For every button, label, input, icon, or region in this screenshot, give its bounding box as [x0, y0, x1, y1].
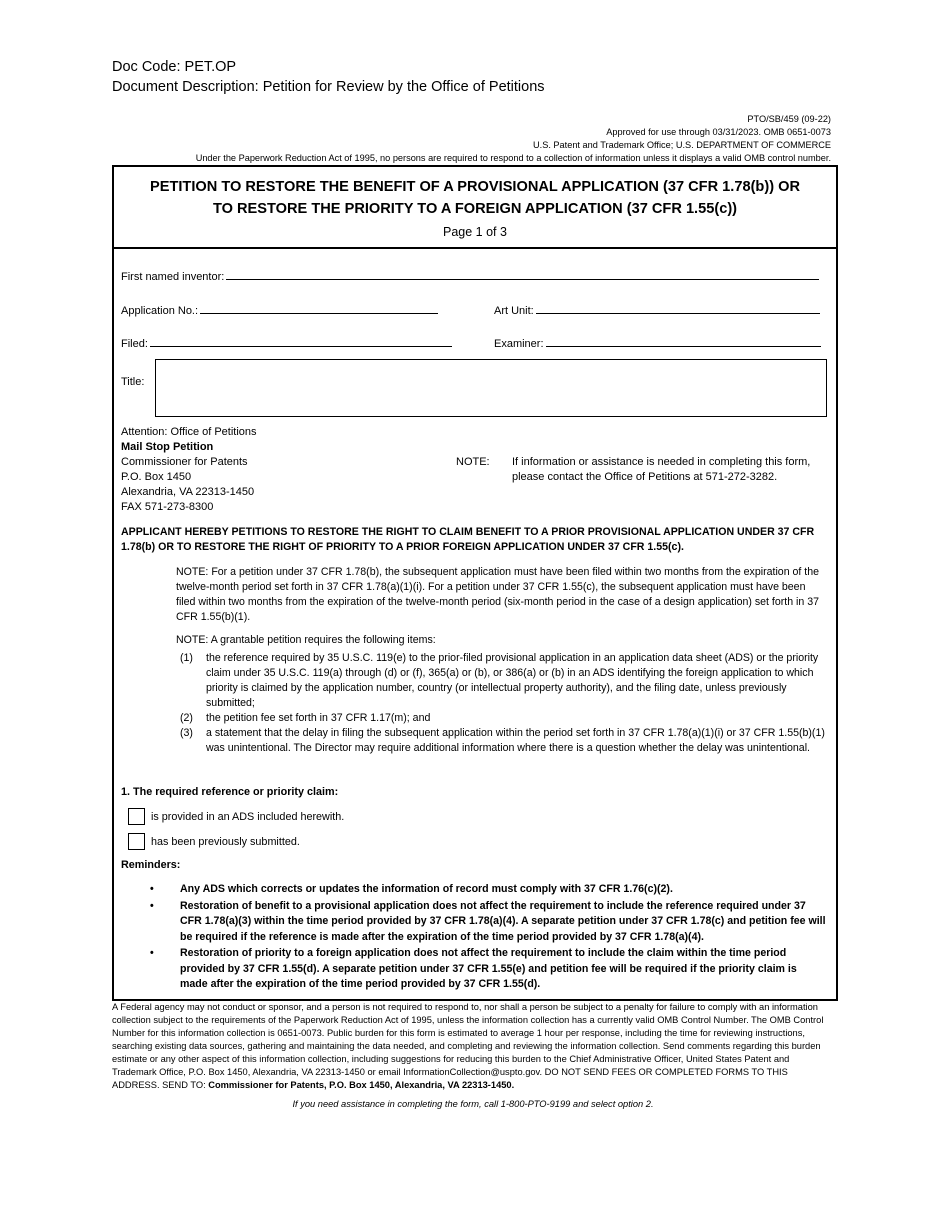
doc-description: Document Description: Petition for Review by the Office of Petitions — [112, 79, 545, 95]
form-title-line-1: PETITION TO RESTORE THE BENEFIT OF A PROVISIONAL APPLICATION (37 CFR 1.78(b)) OR — [149, 179, 801, 195]
list-item — [180, 711, 830, 726]
list-item — [150, 946, 826, 993]
application-no-row — [121, 302, 438, 318]
title-input[interactable] — [155, 359, 827, 417]
page-number: Page 1 of 3 — [443, 225, 507, 239]
item-number: (2) — [180, 712, 193, 724]
first-inventor-row — [121, 268, 819, 284]
agency: U.S. Patent and Trademark Office; U.S. DEPARTMENT OF COMMERCE — [533, 140, 831, 150]
burden-statement — [112, 1001, 834, 1092]
assistance-note: If you need assistance in completing the form, call 1-800-PTO-9199 and select option 2. — [292, 1099, 654, 1109]
previously-submitted-label: has been previously submitted. — [151, 835, 300, 848]
reminders-heading: Reminders: — [121, 859, 181, 871]
note-filing-period: NOTE: For a petition under 37 CFR 1.78(b), the subsequent application must have been filed within two months from the expiration of the twelve-month period set forth in 37 CFR 1.78(a)(1)(i). For a petition under 37 CFR 1.55(c), the subsequent application must have been filed within two months from the expiration of the twelve-month period (six-month period in the case of a design application) set forth in 37 CFR 1.55(b)(1). — [176, 566, 820, 623]
list-item — [150, 882, 826, 898]
omb-notice — [196, 113, 831, 165]
option-previous-row — [128, 833, 300, 850]
burden-text: A Federal agency may not conduct or sponsor, and a person is not required to respond to, nor shall a person be subject to a penalty for failure to comply with an information collection subject to the requirements of the Paperwork Reduction Act of 1995, unless the information collection has a currently valid OMB Control Number. The OMB Control Number for this information collection is 0651-0073. Public burden for this form is estimated to average 1 hour per response, including the time for reviewing instructions, searching existing data sources, gathering and maintaining the data needed, and completing and reviewing the information collection. Send comments regarding this burden estimate or any other aspect of this information collection, including suggestions for reducing this burden to the Chief Administrative Officer, United States Patent and Trademark Office, P.O. Box 1450, Alexandria, VA 22313-1450 or email InformationCollection@uspto.gov. DO NOT SEND FEES OR COMPLETED FORMS TO THIS ADDRESS. SEND TO: — [112, 1002, 824, 1090]
section-1-heading: 1. The required reference or priority claim: — [121, 786, 339, 798]
list-item — [180, 726, 830, 756]
mailing-address — [121, 425, 257, 515]
bullet-icon: • — [150, 899, 154, 912]
art-unit-row — [494, 302, 820, 318]
note-text: If information or assistance is needed in completing this form, please contact the Office of Petitions at 571-272-3282. — [512, 456, 811, 483]
application-no-input[interactable] — [200, 302, 438, 314]
first-inventor-input[interactable] — [226, 268, 819, 280]
list-item — [180, 651, 830, 711]
ads-option-label: is provided in an ADS included herewith. — [151, 810, 345, 823]
reminder-text: Any ADS which corrects or updates the information of record must comply with 37 CFR 1.76(c)(2). — [180, 883, 673, 895]
required-items-list — [180, 651, 830, 756]
filed-input[interactable] — [150, 335, 452, 347]
applicant-statement: APPLICANT HEREBY PETITIONS TO RESTORE THE RIGHT TO CLAIM BENEFIT TO A PRIOR PROVISIONAL APPLICATION UNDER 37 CFR 1.78(b) OR TO RESTORE THE RIGHT OF PRIORITY TO A PRIOR FOREIGN APPLICATION UNDER 37 CFR 1.55(c). — [121, 526, 815, 553]
item-text: a statement that the delay in filing the subsequent application within the period set forth in 37 CFR 1.78(a)(1)(i) or 37 CFR 1.55(b)(1) was unintentional. The Director may require additional information where there is a question whether the delay was unintentional. — [206, 727, 825, 754]
art-unit-label: Art Unit: — [494, 305, 534, 317]
first-inventor-label: First named inventor: — [121, 271, 225, 283]
fax-line: FAX 571-273-8300 — [121, 501, 214, 513]
form-number: PTO/SB/459 (09-22) — [747, 114, 831, 124]
send-to-address: Commissioner for Patents, P.O. Box 1450, Alexandria, VA 22313-1450. — [208, 1080, 515, 1090]
commissioner-line: Commissioner for Patents — [121, 456, 248, 468]
form-title-line-2: TO RESTORE THE PRIORITY TO A FOREIGN APPLICATION (37 CFR 1.55(c)) — [212, 201, 738, 217]
attention-line: Attention: Office of Petitions — [121, 426, 257, 438]
doc-header — [112, 57, 545, 97]
note-label: NOTE: — [456, 456, 490, 468]
examiner-input[interactable] — [546, 335, 821, 347]
city-line: Alexandria, VA 22313-1450 — [121, 486, 255, 498]
doc-code: Doc Code: PET.OP — [112, 59, 237, 75]
reminders-list — [150, 882, 826, 994]
mail-stop-line: Mail Stop Petition — [121, 441, 214, 453]
list-item — [150, 899, 826, 946]
reminder-text: Restoration of priority to a foreign application does not affect the requirement to include the claim within the time period provided by 37 CFR 1.55(d). A separate petition under 37 CFR 1.55(e) and petition fee will be required if the priority claim is made after the expiration of the time period provided by 37 CFR 1.55(d). — [180, 947, 797, 990]
reminder-text: Restoration of benefit to a provisional application does not affect the requirement to include the reference required under 37 CFR 1.78(a)(3) within the time period provided by 37 CFR 1.78(a)(4). A separate petition under 37 CFR 1.78(c) and petition fee will be required if the reference is made after the expiration of the time period provided by 37 CFR 1.78(a)(4). — [180, 899, 826, 943]
bullet-icon: • — [150, 883, 154, 895]
application-no-label: Application No.: — [121, 305, 199, 317]
paperwork-notice: Under the Paperwork Reduction Act of 1995, no persons are required to respond to a collection of information unless it displays a valid OMB control number. — [195, 153, 831, 163]
petition-form — [112, 165, 838, 1001]
note-grantable-items: NOTE: A grantable petition requires the following items: — [176, 634, 436, 646]
art-unit-input[interactable] — [536, 302, 820, 314]
examiner-label: Examiner: — [494, 338, 544, 350]
option-ads-row — [128, 808, 344, 825]
examiner-row — [494, 335, 821, 351]
item-number: (3) — [180, 727, 193, 739]
bullet-icon: • — [150, 947, 154, 959]
title-label: Title: — [121, 376, 145, 388]
item-text: the reference required by 35 U.S.C. 119(e) to the prior-filed provisional application in an application data sheet (ADS) or the priority claim under 35 U.S.C. 119(a) through (d) or (f), 365(a) or (b), or 386(a) or (b) in an ADS identifying the foreign application to which priority is claimed by the application number, country (or intellectual property authority), and the filing date, unless previously submitted; — [206, 652, 819, 709]
omb-approval: Approved for use through 03/31/2023. OMB 0651-0073 — [606, 127, 831, 137]
item-text: the petition fee set forth in 37 CFR 1.17(m); and — [206, 712, 431, 724]
previously-submitted-checkbox[interactable] — [128, 833, 145, 850]
item-number: (1) — [180, 652, 193, 664]
po-box-line: P.O. Box 1450 — [121, 471, 192, 483]
ads-checkbox[interactable] — [128, 808, 145, 825]
form-title-area — [114, 167, 836, 249]
filed-label: Filed: — [121, 338, 148, 350]
filed-row — [121, 335, 452, 351]
